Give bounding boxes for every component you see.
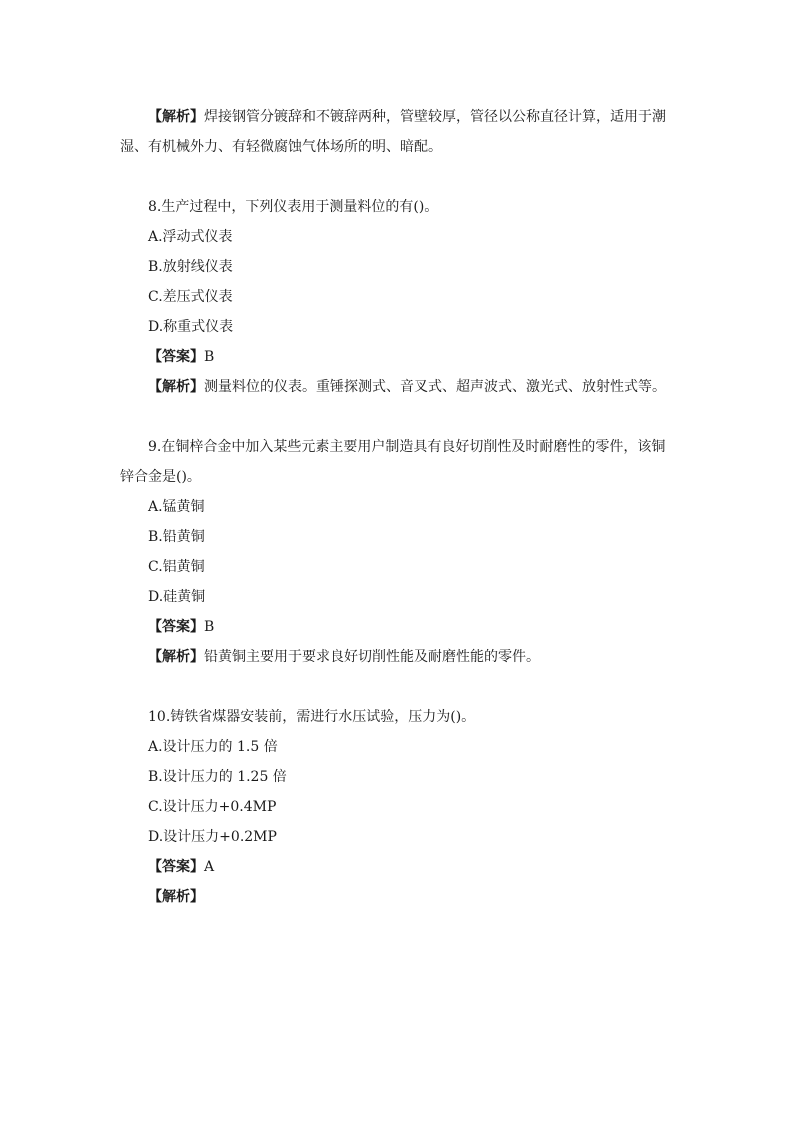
q9-option-c: C.铝黄铜 [148, 559, 205, 575]
q8-option-d: D.称重式仪表 [148, 319, 234, 335]
q8-answer [148, 347, 214, 367]
q9-option-b: B.铅黄铜 [148, 529, 205, 545]
q10-option-c: C.设计压力+0.4MP [148, 799, 277, 815]
answer-value: A [204, 859, 215, 875]
analysis-label: 【解析】 [148, 889, 204, 905]
q10-option-b: B.设计压力的 1.25 倍 [148, 769, 287, 785]
prev-analysis-line-1 [148, 107, 666, 127]
q10-stem: 10.铸铁省煤器安装前，需进行水压试验，压力为()。 [148, 709, 476, 725]
q9-option-d: D.硅黄铜 [148, 589, 206, 605]
answer-label: 【答案】 [148, 859, 204, 875]
q10-answer [148, 857, 214, 877]
q9-stem-line-2: 锌合金是()。 [120, 469, 201, 485]
q9-option-a: A.锰黄铜 [148, 499, 205, 515]
q8-stem: 8.生产过程中，下列仪表用于测量料位的有()。 [148, 199, 439, 215]
q8-option-b: B.放射线仪表 [148, 259, 233, 275]
answer-label: 【答案】 [148, 349, 204, 365]
analysis-label: 【解析】 [148, 649, 204, 665]
answer-label: 【答案】 [148, 619, 204, 635]
analysis-label: 【解析】 [148, 109, 204, 125]
answer-value: B [204, 349, 215, 365]
q8-analysis [148, 377, 666, 397]
answer-value: B [204, 619, 215, 635]
analysis-label: 【解析】 [148, 379, 204, 395]
q9-answer [148, 617, 214, 637]
q10-option-d: D.设计压力+0.2MP [148, 829, 277, 845]
analysis-text: 测量料位的仪表。重锤探测式、音叉式、超声波式、激光式、放射性式等。 [204, 379, 666, 395]
prev-analysis-line-2: 湿、有机械外力、有轻微腐蚀气体场所的明、暗配。 [120, 139, 442, 155]
analysis-text: 焊接钢管分镀辞和不镀辞两种，管壁较厚，管径以公称直径计算，适用于潮 [204, 109, 666, 125]
q10-analysis [148, 887, 204, 907]
q9-stem-line-1: 9.在铜梓合金中加入某些元素主要用户制造具有良好切削性及时耐磨性的零件，该铜 [148, 439, 666, 455]
q8-option-c: C.差压式仪表 [148, 289, 233, 305]
q8-option-a: A.浮动式仪表 [148, 229, 233, 245]
q10-option-a: A.设计压力的 1.5 倍 [148, 739, 278, 755]
analysis-text: 铅黄铜主要用于要求良好切削性能及耐磨性能的零件。 [204, 649, 540, 665]
q9-analysis [148, 647, 540, 667]
